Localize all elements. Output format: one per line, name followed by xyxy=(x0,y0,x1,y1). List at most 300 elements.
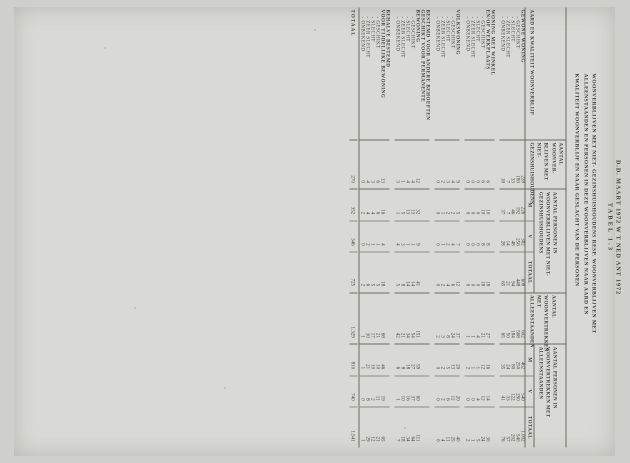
row-value: 65 xyxy=(499,252,504,292)
row-label: - GESCHIKT xyxy=(374,16,380,49)
table-row xyxy=(369,8,374,448)
row-value: 0 xyxy=(359,376,365,407)
row-value: 13 xyxy=(409,189,414,220)
row-value: 1 xyxy=(359,407,365,447)
row-label: - SLECHT xyxy=(474,16,480,42)
row-value: 1.329 xyxy=(350,293,358,345)
row-value: 9 xyxy=(414,221,419,252)
row-value: 12 xyxy=(479,376,484,407)
row-value: 14 xyxy=(409,252,414,292)
row-value: 12 xyxy=(449,376,454,407)
row-value: 18 xyxy=(484,252,489,292)
row-value: 2 xyxy=(434,293,439,345)
row-value: 2 xyxy=(439,344,444,375)
table-row xyxy=(364,8,369,448)
subcol-g2-v: V xyxy=(525,221,534,252)
row-value: 2 xyxy=(439,376,444,407)
row-value: 0 xyxy=(469,189,474,220)
row-value: 3 xyxy=(444,140,449,189)
row-value: 0 xyxy=(469,140,474,189)
row-value: 24 xyxy=(449,293,454,345)
row-value: 24 xyxy=(479,407,484,447)
row-value: 18 xyxy=(379,252,384,292)
row-value: 35 xyxy=(499,344,504,375)
row-value: 1 xyxy=(439,189,444,220)
table-title xyxy=(572,74,597,404)
row-value: 4 xyxy=(404,140,409,189)
row-value: 16 xyxy=(404,376,409,407)
row-value: 352 xyxy=(350,189,358,220)
row-spacer xyxy=(494,8,499,448)
table-row xyxy=(374,8,379,448)
row-value: 29 xyxy=(364,407,369,447)
row-value: 1.002 xyxy=(519,407,525,447)
row-value xyxy=(419,221,424,252)
row-value: 24 xyxy=(504,344,509,375)
row-value: 2 xyxy=(464,407,469,447)
row-value: 46 xyxy=(379,344,384,375)
row-value: 0 xyxy=(434,189,439,220)
row-value: 540 xyxy=(519,376,525,407)
row-value: 32 xyxy=(414,189,419,220)
row-value: 0 xyxy=(464,140,469,189)
row-value xyxy=(419,140,424,189)
row-value xyxy=(424,140,429,189)
table-row xyxy=(439,8,444,448)
row-value: 4 xyxy=(364,189,369,220)
row-value xyxy=(424,221,429,252)
row-value: 4 xyxy=(369,189,374,220)
table-row xyxy=(379,8,384,448)
row-value xyxy=(419,376,424,407)
row-value: 602 xyxy=(519,293,525,345)
colgroup-header-1: AANTAL WOONVER- BLIJVEN MET NIET- GEZINSHUISHOUDENS xyxy=(525,140,566,189)
row-value xyxy=(424,189,429,220)
row-value: 25 xyxy=(449,407,454,447)
row-value: 0 xyxy=(474,189,479,220)
row-label: - ZEER SLECHT xyxy=(469,16,475,58)
row-value: 13 xyxy=(379,140,384,189)
row-value: 382 xyxy=(519,221,525,252)
subcol-g2-totaal: TOTAAL xyxy=(525,252,534,292)
row-value: 54 xyxy=(409,293,414,345)
row-label: - SLECHT xyxy=(369,16,375,42)
row-value: 33 xyxy=(504,376,509,407)
row-value: 8 xyxy=(479,221,484,252)
row-value: 13 xyxy=(404,189,409,220)
row-value xyxy=(384,344,389,375)
row-label: - ONBEKEND xyxy=(464,16,470,52)
row-value: 3 xyxy=(399,221,404,252)
row-value: 0 xyxy=(474,140,479,189)
row-value: 4 xyxy=(444,252,449,292)
row-value: 12 xyxy=(479,344,484,375)
row-value: 540 xyxy=(514,407,519,447)
row-value: 725 xyxy=(350,252,358,292)
row-value: 290 xyxy=(514,376,519,407)
row-value: 57 xyxy=(504,407,509,447)
row-value: 346 xyxy=(350,221,358,252)
row-value: 20 xyxy=(454,376,459,407)
row-value: 1 xyxy=(374,221,379,252)
row-label: - SLECHT xyxy=(509,16,515,42)
row-value: 5 xyxy=(374,252,379,292)
row-label: WONING MET WINKEL xyxy=(489,9,495,76)
row-value: 2 xyxy=(364,221,369,252)
row-value: 0 xyxy=(469,252,474,292)
row-value: 250 xyxy=(514,344,519,375)
row-value: 2 xyxy=(359,189,365,220)
row-label: - ONBEKEND xyxy=(394,16,400,52)
table-row xyxy=(504,8,509,448)
row-value: 740 xyxy=(350,376,358,407)
row-value: 0 xyxy=(469,221,474,252)
table-label: TABEL 1.3 xyxy=(606,202,614,253)
row-label: - ONBEKEND xyxy=(434,16,440,52)
row-value: 2 xyxy=(444,221,449,252)
table-row xyxy=(414,8,419,448)
row-value: 111 xyxy=(414,407,419,447)
row-value: 0 xyxy=(469,376,474,407)
row-label: - GESCHIKT xyxy=(449,16,455,49)
row-value: 4 xyxy=(364,140,369,189)
row-value: 6 xyxy=(449,252,454,292)
table-row xyxy=(514,8,519,448)
row-value: 4 xyxy=(449,140,454,189)
row-value xyxy=(419,189,424,220)
row-value: 2 xyxy=(369,376,374,407)
row-value: 65 xyxy=(379,407,384,447)
row-value xyxy=(424,376,429,407)
row-label: BEWONING xyxy=(414,9,420,43)
row-value: 34 xyxy=(404,407,409,447)
row-value: 2 xyxy=(444,189,449,220)
row-value: 6 xyxy=(394,344,399,375)
row-value: 151 xyxy=(414,293,419,345)
row-label: - ZEER SLECHT xyxy=(399,16,405,58)
row-value: 202 xyxy=(509,407,514,447)
colgroup-header-4: AANTAL PERSONEN IN WOONVERTREKKEN MET ALLEENSTAANDEN xyxy=(534,344,566,447)
row-value: 5 xyxy=(399,189,404,220)
row-value: 11 xyxy=(444,407,449,447)
row-value: 4 xyxy=(394,221,399,252)
row-value: 1 xyxy=(469,407,474,447)
row-value: 4 xyxy=(409,140,414,189)
row-value xyxy=(384,252,389,292)
row-value: 1 xyxy=(359,344,365,375)
row-value: 48 xyxy=(509,221,514,252)
table-row xyxy=(384,8,389,448)
table-row xyxy=(434,8,439,448)
row-label: VOOR TIJDELIJKE BEWONING xyxy=(379,9,385,99)
row-value: 14 xyxy=(484,376,489,407)
row-value: 6 xyxy=(364,252,369,292)
row-value: 42 xyxy=(394,293,399,345)
row-value: 0 xyxy=(434,252,439,292)
row-value: 0 xyxy=(464,189,469,220)
row-value: 810 xyxy=(350,344,358,375)
row-value xyxy=(384,376,389,407)
row-value: 0 xyxy=(434,140,439,189)
table-title-line-3: KWALITEIT WOONVERBLIJF EN NAAR GESLACHT VAN DE PERSONEN xyxy=(573,73,580,287)
row-value: 0 xyxy=(464,221,469,252)
row-value xyxy=(424,407,429,447)
table-row xyxy=(444,8,449,448)
row-label: - ONBEKEND xyxy=(499,16,505,52)
table-row xyxy=(454,8,459,448)
row-value: 21 xyxy=(374,407,379,447)
row-value: 0 xyxy=(474,252,479,292)
row-value: 41 xyxy=(414,252,419,292)
row-value: 0 xyxy=(434,344,439,375)
row-value: 16 xyxy=(379,189,384,220)
row-value xyxy=(419,293,424,345)
table-row xyxy=(474,8,479,448)
row-value: 5 xyxy=(369,252,374,292)
row-value: 8 xyxy=(364,376,369,407)
row-value: 6 xyxy=(484,140,489,189)
row-value: 5 xyxy=(444,344,449,375)
row-value: 1 xyxy=(359,293,365,345)
row-value: 12 xyxy=(369,407,374,447)
row-value: 16 xyxy=(484,344,489,375)
row-value: 27 xyxy=(409,344,414,375)
row-value: 3 xyxy=(369,140,374,189)
row-value xyxy=(384,293,389,345)
row-spacer xyxy=(429,8,434,448)
table-row xyxy=(499,8,504,448)
row-value: 17 xyxy=(369,293,374,345)
row-value: 0 xyxy=(359,140,365,189)
row-value xyxy=(489,140,494,189)
row-value: 13 xyxy=(449,344,454,375)
row-value: 192 xyxy=(514,189,519,220)
row-value: 228 xyxy=(519,140,525,189)
row-value xyxy=(489,252,494,292)
row-value: 41 xyxy=(499,376,504,407)
row-value: 7 xyxy=(394,407,399,447)
table-row-total xyxy=(350,8,358,448)
row-value: 18 xyxy=(404,344,409,375)
row-value: 65 xyxy=(499,293,504,345)
row-value: 1 xyxy=(439,221,444,252)
table-row xyxy=(509,8,514,448)
row-value: 1.541 xyxy=(350,407,358,447)
row-value: 0 xyxy=(359,221,365,252)
row-value: 226 xyxy=(519,189,525,220)
row-value: 21 xyxy=(504,252,509,292)
row-value: 18 xyxy=(479,252,484,292)
row-value xyxy=(489,293,494,345)
table-title-line-2: ALLEENSTAANDEN EN PERSONEN IN DEZE WOONVERBLIJVEN NAAR AARD EN xyxy=(582,73,589,315)
row-value: 4 xyxy=(474,376,479,407)
table-row xyxy=(484,8,489,448)
row-value: 64 xyxy=(409,407,414,447)
row-label: - ZEER SLECHT xyxy=(439,16,445,58)
row-value: 7 xyxy=(504,140,509,189)
table-row xyxy=(359,8,365,448)
table-row xyxy=(419,8,424,448)
row-label: - SLECHT xyxy=(404,16,410,42)
table-row xyxy=(519,8,525,448)
row-value: 21 xyxy=(374,293,379,345)
row-value: 14 xyxy=(504,221,509,252)
row-value: 2 xyxy=(439,140,444,189)
row-value: 20 xyxy=(454,344,459,375)
row-label: - ZEER SLECHT xyxy=(364,16,370,58)
row-value: 21 xyxy=(364,344,369,375)
row-value: 46 xyxy=(509,189,514,220)
row-value: 80 xyxy=(509,344,514,375)
row-label: BESTEMD VOOR ANDERE BEHOEFTEN xyxy=(424,9,430,121)
row-value: 568 xyxy=(514,293,519,345)
row-value xyxy=(384,140,389,189)
row-value: 1 xyxy=(394,189,399,220)
table-row xyxy=(449,8,454,448)
row-value: 4 xyxy=(379,221,384,252)
row-value: 448 xyxy=(514,252,519,292)
row-value: 60 xyxy=(414,376,419,407)
row-value: 18 xyxy=(399,407,404,447)
table-row xyxy=(409,8,414,448)
row-value: 0 xyxy=(464,376,469,407)
row-value: 11 xyxy=(374,376,379,407)
row-value: 2 xyxy=(359,252,365,292)
row-value: 5 xyxy=(394,252,399,292)
row-value: 1 xyxy=(369,221,374,252)
table-row xyxy=(404,8,409,448)
row-value xyxy=(384,221,389,252)
row-value: 59 xyxy=(414,344,419,375)
row-value xyxy=(419,344,424,375)
row-value: 2 xyxy=(439,252,444,292)
colgroup-header-2: AANTAL PERSONEN IN WOONVERBLIJVEN MET NIET- GEZINSHUISHOUDENS xyxy=(534,189,566,292)
row-value: 10 xyxy=(479,189,484,220)
row-value: 184 xyxy=(509,293,514,345)
row-value: 4 xyxy=(449,221,454,252)
row-value: 28 xyxy=(499,221,504,252)
row-value: 14 xyxy=(404,252,409,292)
row-label: - SLECHT xyxy=(444,16,450,42)
row-value xyxy=(424,344,429,375)
row-label: - ONBEKEND xyxy=(359,16,365,52)
row-value: 1 xyxy=(394,376,399,407)
row-value xyxy=(424,252,429,292)
row-label: GEWONE WONING xyxy=(519,9,525,63)
row-value: 0 xyxy=(434,407,439,447)
row-value xyxy=(489,407,494,447)
row-value: 270 xyxy=(350,140,358,189)
row-value: 94 xyxy=(509,252,514,292)
row-value: 30 xyxy=(364,293,369,345)
table-body xyxy=(350,8,525,448)
row-value xyxy=(419,407,424,447)
stub-header: AARD EN KWALITEIT WOONVERBLIJF xyxy=(525,8,566,140)
row-value: 5 xyxy=(474,407,479,447)
row-value: 1 xyxy=(409,221,414,252)
row-value: 10 xyxy=(374,344,379,375)
row-value: 6 xyxy=(374,189,379,220)
row-value: 0 xyxy=(464,252,469,292)
row-value: 5 xyxy=(454,189,459,220)
row-value: 1 xyxy=(404,221,409,252)
subcol-g2-m: M xyxy=(525,189,534,220)
row-value xyxy=(489,376,494,407)
row-value: 1 xyxy=(464,293,469,345)
row-label: GESCHIKT VOOR PERMANENTE xyxy=(419,9,425,103)
row-value: 33 xyxy=(509,140,514,189)
table-row xyxy=(489,8,494,448)
row-value: 7 xyxy=(504,189,509,220)
row-value: 8 xyxy=(444,293,449,345)
scanned-sheet xyxy=(14,7,622,456)
subcol-g4-m: M xyxy=(525,344,534,375)
row-value xyxy=(384,189,389,220)
rotated-table-content xyxy=(37,8,622,448)
row-value: 0 xyxy=(474,221,479,252)
row-value: 68 xyxy=(379,293,384,345)
row-value xyxy=(489,221,494,252)
row-value: 30 xyxy=(484,407,489,447)
row-label: - ZEER SLECHT xyxy=(504,16,510,58)
subcol-g4-v: V xyxy=(525,376,534,407)
table-row xyxy=(469,8,474,448)
table-row xyxy=(479,8,484,448)
row-value: 76 xyxy=(499,407,504,447)
row-value: 3 xyxy=(394,140,399,189)
row-spacer xyxy=(459,8,464,448)
row-value: 2 xyxy=(449,189,454,220)
total-rule xyxy=(358,8,359,448)
row-value: 6 xyxy=(479,140,484,189)
row-value: 8 xyxy=(399,344,404,375)
row-value: 8 xyxy=(399,252,404,292)
row-value xyxy=(424,293,429,345)
row-value: 18 xyxy=(499,140,504,189)
row-value: 12 xyxy=(414,140,419,189)
row-value: 10 xyxy=(399,376,404,407)
row-value: 256 xyxy=(514,221,519,252)
subcol-g4-totaal: TOTAAL xyxy=(525,407,534,447)
row-value: 6 xyxy=(444,376,449,407)
row-spacer xyxy=(389,8,394,448)
table-row xyxy=(424,8,429,448)
table-row xyxy=(394,8,399,448)
table-row xyxy=(464,8,469,448)
row-value: 37 xyxy=(454,293,459,345)
row-label: BEHALVE BESTEMD xyxy=(384,9,390,68)
row-value: 10 xyxy=(484,189,489,220)
row-value xyxy=(384,407,389,447)
colgroup-header-3: AANTAL WOONVERTREKKEN MET ALLEENSTAANDEN xyxy=(525,293,566,345)
row-value xyxy=(419,252,424,292)
row-value: 8 xyxy=(484,221,489,252)
row-value: 608 xyxy=(519,252,525,292)
row-label: - GESCHIKT xyxy=(479,16,485,49)
row-value xyxy=(489,344,494,375)
row-value: 1 xyxy=(474,344,479,375)
row-value: 7 xyxy=(454,221,459,252)
row-value: 122 xyxy=(509,376,514,407)
row-label: - GESCHIKT xyxy=(409,16,415,49)
row-value xyxy=(489,189,494,220)
table-title-line-1: WOONVERBLIJVEN MET NIET- GEZINSHUISHOUDENS RESP. WOONVERBLIJVEN MET xyxy=(590,73,597,334)
row-value: 40 xyxy=(454,407,459,447)
row-value: 1 xyxy=(469,293,474,345)
row-value: 10 xyxy=(369,344,374,375)
row-value: 0 xyxy=(434,221,439,252)
row-value: 4 xyxy=(439,407,444,447)
